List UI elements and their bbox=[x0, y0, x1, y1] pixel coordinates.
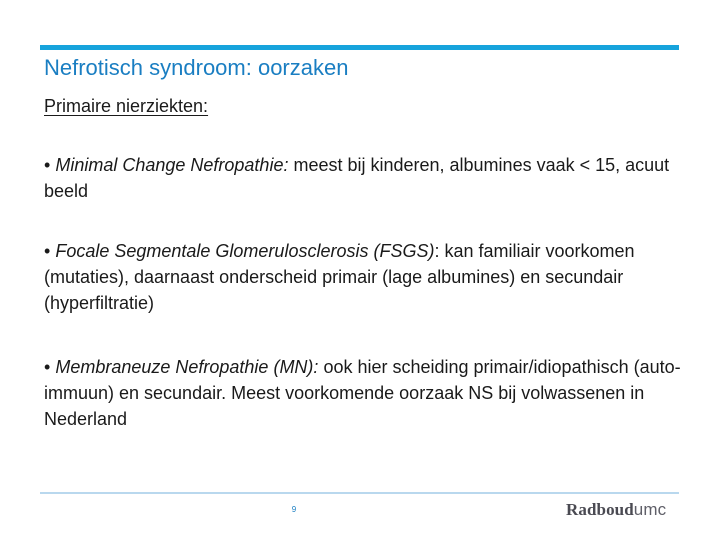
bullet-item bbox=[44, 152, 684, 204]
radboudumc-logo bbox=[566, 500, 666, 520]
bullet-heading: Membraneuze Nefropathie (MN): bbox=[55, 357, 319, 377]
logo-wordmark-umc: umc bbox=[633, 500, 667, 519]
section-subtitle: Primaire nierziekten: bbox=[44, 96, 209, 116]
bullet-text: meest bij kinderen, albumines vaak < 15, acuut beeld bbox=[44, 155, 670, 201]
page-number: 9 bbox=[291, 505, 297, 514]
footer-rule bbox=[40, 492, 679, 494]
bullet-item bbox=[44, 354, 684, 432]
bullet-text: : kan familiair voorkomen (mutaties), daarnaast onderscheid primair (lage albumines) en secundair (hyperfiltratie) bbox=[44, 241, 635, 313]
bullet-text: ook hier scheiding primair/idiopathisch (auto-immuun) en secundair. Meest voorkomende oorzaak NS bij volwassenen in Nederland bbox=[44, 357, 681, 429]
bullet-marker: • bbox=[44, 155, 51, 175]
bullet-heading: Minimal Change Nefropathie: bbox=[55, 155, 289, 175]
bullet-marker: • bbox=[44, 357, 51, 377]
slide-title: Nefrotisch syndroom: oorzaken bbox=[44, 55, 349, 80]
bullet-marker: • bbox=[44, 241, 51, 261]
header-rule bbox=[40, 45, 679, 50]
logo-wordmark-radboud: Radboud bbox=[566, 500, 634, 519]
bullet-heading: Focale Segmentale Glomerulosclerosis (FSGS) bbox=[55, 241, 435, 261]
bullet-item bbox=[44, 238, 684, 316]
